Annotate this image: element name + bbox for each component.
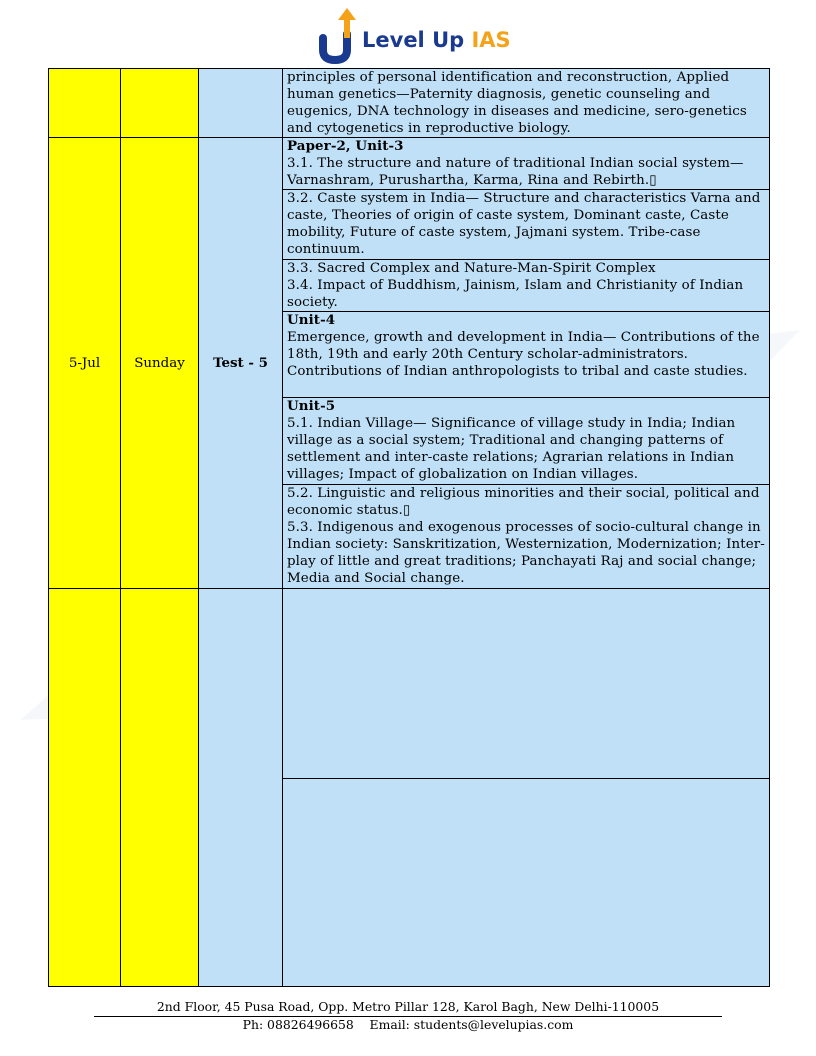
topic-text: 3.1. The structure and nature of traditional Indian social system—Varnashram, Purushartha, Karma, Rina and Rebirth.▯ bbox=[287, 156, 744, 188]
logo-mark-icon bbox=[318, 8, 362, 64]
topic-text: 3.4. Impact of Buddhism, Jainism, Islam and Christianity of Indian society. bbox=[287, 278, 744, 310]
topic-text: 3.3. Sacred Complex and Nature-Man-Spirit Complex bbox=[287, 261, 656, 276]
date-cell bbox=[49, 69, 121, 138]
day-cell bbox=[121, 589, 199, 987]
topic-text: 3.2. Caste system in India— Structure and characteristics Varna and caste, Theories of origin of caste system, Dominant caste, Caste mobility, Future of caste system, Jajmani system. Tribe-case continuum. bbox=[287, 191, 761, 257]
topic-cell bbox=[283, 190, 770, 260]
footer-contact bbox=[0, 1017, 816, 1032]
schedule-table bbox=[48, 68, 770, 987]
topic-text: Emergence, growth and development in India— Contributions of the 18th, 19th and early 20th Century scholar-administrators. Contributions of Indian anthropologists to tribal and caste studies. bbox=[287, 330, 760, 379]
topic-cell bbox=[283, 589, 770, 779]
test-cell bbox=[199, 69, 283, 138]
topic-text: 5.3. Indigenous and exogenous processes of socio-cultural change in Indian society: Sanskritization, Westernization, Modernization; Inter-play of little and great traditions; Panchayati Raj and social change; Media and Social change. bbox=[287, 520, 765, 586]
topic-text: 5.1. Indian Village— Significance of village study in India; Indian village as a social system; Traditional and changing patterns of settlement and inter-caste relations; Agrarian relations in Indian villages; Impact of globalization on Indian villages. bbox=[287, 416, 736, 482]
topic-cell bbox=[283, 398, 770, 485]
table-row bbox=[49, 69, 770, 138]
date-cell bbox=[49, 589, 121, 987]
test-cell: Test - 5 bbox=[199, 138, 283, 589]
topic-cell bbox=[283, 138, 770, 190]
test-cell bbox=[199, 589, 283, 987]
table-row bbox=[49, 589, 770, 779]
footer-address: 2nd Floor, 45 Pusa Road, Opp. Metro Pillar 128, Karol Bagh, New Delhi-110005 bbox=[156, 999, 660, 1014]
logo-text: Level Up IAS bbox=[362, 28, 511, 52]
topic-cell bbox=[283, 485, 770, 589]
topic-cell bbox=[283, 779, 770, 987]
topic-cell bbox=[283, 69, 770, 138]
topic-cell bbox=[283, 312, 770, 398]
topic-heading: Paper-2, Unit-3 bbox=[287, 138, 404, 154]
topic-heading: Unit-4 bbox=[287, 312, 336, 328]
topic-text: principles of personal identification and reconstruction, Applied human genetics—Paternity diagnosis, genetic counseling and eugenics, DNA technology in diseases and medicine, sero-genetics and cytogenetics in reproductive biology. bbox=[287, 70, 747, 136]
footer-email: Email: students@levelupias.com bbox=[369, 1017, 574, 1032]
logo bbox=[318, 8, 511, 64]
topic-text: 5.2. Linguistic and religious minorities and their social, political and economic status.▯ bbox=[287, 486, 760, 518]
table-row bbox=[49, 138, 770, 190]
day-cell: Sunday bbox=[121, 138, 199, 589]
topic-cell bbox=[283, 260, 770, 312]
topic-heading: Unit-5 bbox=[287, 398, 336, 414]
footer-phone: Ph: 08826496658 bbox=[242, 1017, 354, 1032]
date-cell: 5-Jul bbox=[49, 138, 121, 589]
day-cell bbox=[121, 69, 199, 138]
